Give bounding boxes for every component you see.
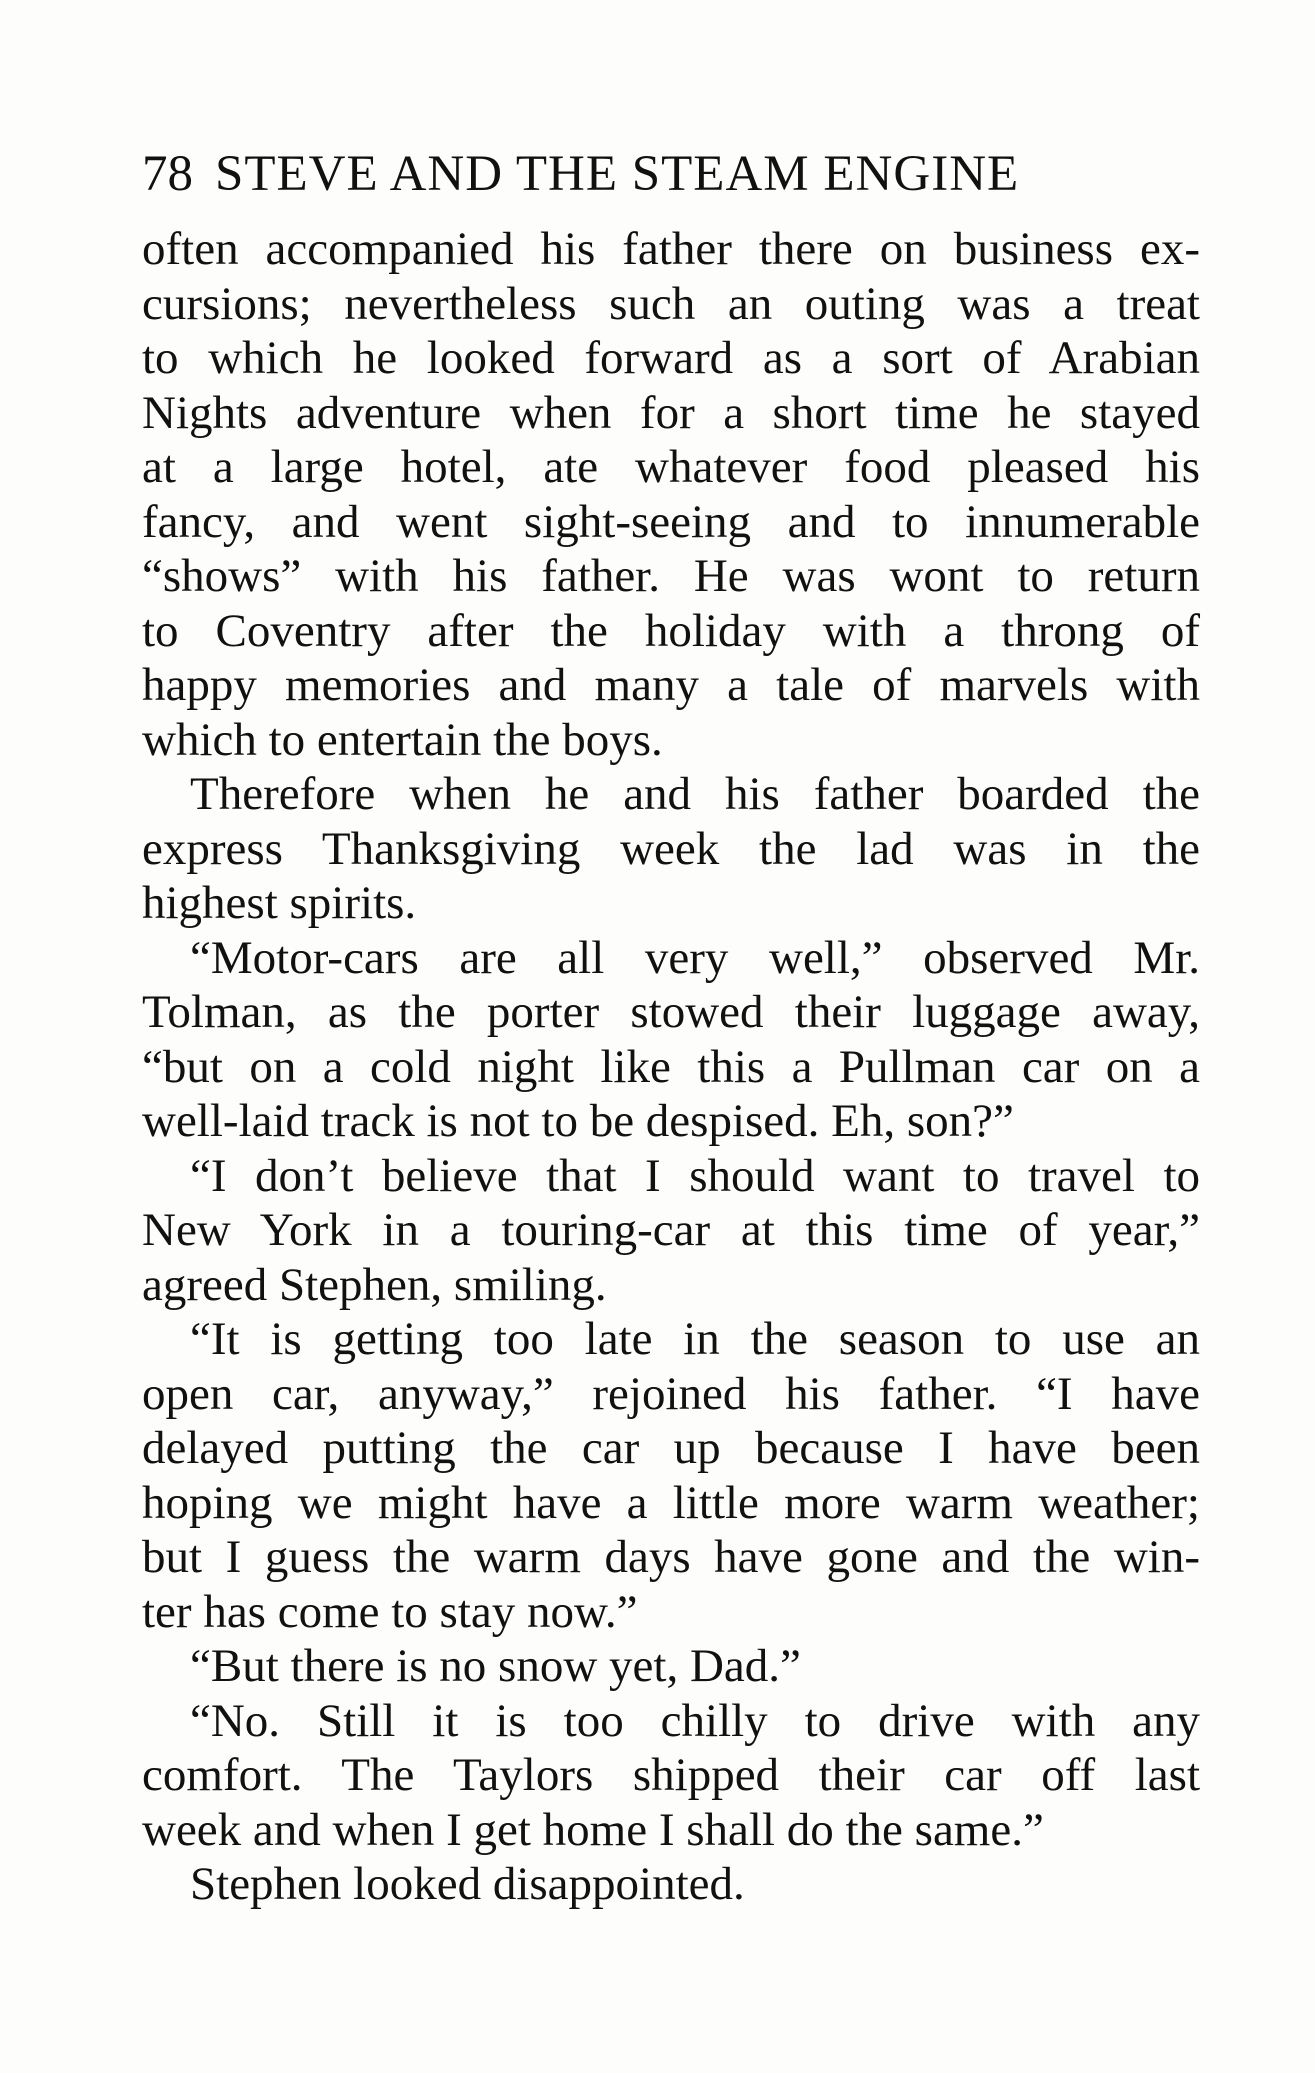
text-line: to Coventry after the holiday with a throng of (142, 604, 1200, 657)
text-line: agreed Stephen, smiling. (142, 1258, 607, 1311)
text-line: New York in a touring-car at this time of year,” (142, 1204, 1200, 1256)
text-line: but I guess the warm days have gone and the win- (142, 1531, 1200, 1583)
text-line: express Thanksgiving week the lad was in the (142, 822, 1200, 875)
text-line: “shows” with his father. He was wont to return (142, 550, 1200, 602)
text-line: ter has come to stay now.” (142, 1585, 638, 1638)
text-line: open car, anyway,” rejoined his father. “I have (142, 1367, 1200, 1420)
body-text (142, 222, 1200, 1912)
text-line: “No. Still it is too chilly to drive with any (190, 1694, 1200, 1747)
text-line: Stephen looked disappointed. (190, 1858, 745, 1910)
text-line: “Motor-cars are all very well,” observed Mr. (190, 931, 1200, 984)
running-title: STEVE AND THE STEAM ENGINE (215, 146, 1020, 202)
text-line: fancy, and went sight-seeing and to innumerable (142, 495, 1200, 548)
text-line: well-laid track is not to be despised. Eh, son?” (142, 1095, 1014, 1147)
text-line: hoping we might have a little more warm weather; (142, 1476, 1200, 1529)
running-header (142, 144, 1142, 204)
text-line: “It is getting too late in the season to use an (190, 1313, 1200, 1365)
text-line: happy memories and many a tale of marvels with (142, 659, 1200, 711)
text-line: comfort. The Taylors shipped their car off last (142, 1749, 1200, 1801)
text-line: to which he looked forward as a sort of Arabian (142, 332, 1200, 384)
text-line: Therefore when he and his father boarded the (190, 768, 1200, 820)
text-line: often accompanied his father there on business ex- (142, 223, 1200, 275)
page-number: 78 (142, 146, 193, 202)
text-line: Tolman, as the porter stowed their luggage away, (142, 986, 1200, 1038)
text-line: highest spirits. (142, 877, 417, 929)
text-line: at a large hotel, ate whatever food pleased his (142, 441, 1200, 493)
text-line: “but on a cold night like this a Pullman car on a (142, 1040, 1200, 1093)
text-line: week and when I get home I shall do the same.” (142, 1803, 1044, 1856)
text-line: which to entertain the boys. (142, 713, 663, 766)
text-line: delayed putting the car up because I have been (142, 1422, 1200, 1474)
text-line: cursions; nevertheless such an outing was a treat (142, 277, 1200, 330)
text-line: Nights adventure when for a short time he stayed (142, 386, 1200, 439)
text-line: “But there is no snow yet, Dad.” (190, 1640, 801, 1692)
text-line: “I don’t believe that I should want to travel to (190, 1149, 1200, 1202)
